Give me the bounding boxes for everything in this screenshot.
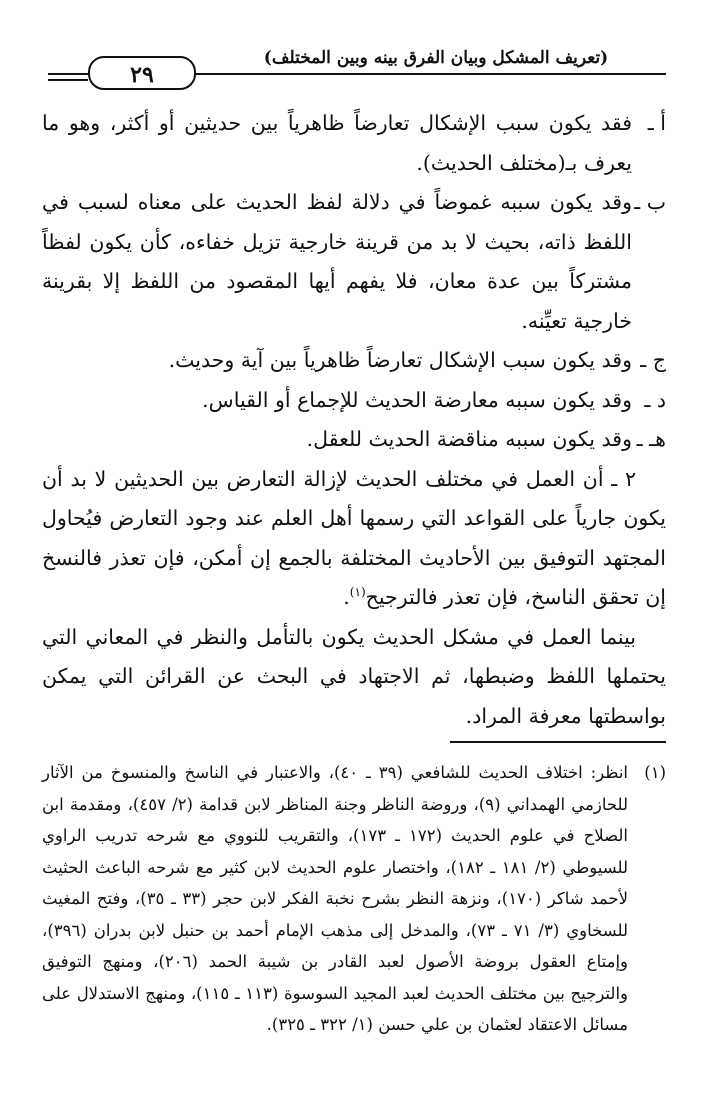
footnote-text: انظر: اختلاف الحديث للشافعي (٣٩ ـ ٤٠)، والاعتبار في الناسخ والمنسوخ من الآثار للحازمي الهمداني (٩)، وروضة الناظر وجنة المناظر لابن قدامة (٢/ ٤٥٧)، ومقدمة ابن الصلاح في علوم الحديث (١٧٢ ـ ١٧٣)، والتقريب للنووي مع شرحه تدريب الراوي للسيوطي (٢/ ١٨١ ـ ١٨٢)، واختصار علوم الحديث لابن كثير مع شرحه الباعث الحثيث لأحمد شاكر (١٧٠)، ونزهة النظر بشرح نخبة الفكر لابن حجر (٣٣ ـ ٣٥)، وفتح المغيث للسخاوي (٣/ ٧١ ـ ٧٣)، والمدخل إلى مذهب الإمام أحمد بن حنبل لابن بدران (٣٩٦)، وإمتاع العقول بروضة الأصول لعبد القادر بن شيبة الحمد (٢٠٦)، ومنهج التوفيق والترجيح بين مختلف الحديث لعبد المجيد السوسوة (١١٣ ـ ١١٥)، ومنهج الاستدلال على مسائل الاعتقاد لعثمان بن علي حسن (١/ ٣٢٢ ـ ٣٢٥).: [42, 763, 629, 1034]
list-item: [42, 104, 666, 183]
paragraph-end: .: [343, 585, 350, 609]
footnote: [42, 757, 666, 1041]
list-item-text: وقد يكون سبب الإشكال تعارضاً ظاهرياً بين آية وحديث.: [168, 348, 632, 372]
list-item: [42, 341, 666, 381]
list-item-text: وقد يكون سببه معارضة الحديث للإجماع أو القياس.: [202, 387, 632, 412]
list-item-text: وقد يكون سببه مناقضة الحديث للعقل.: [306, 427, 632, 451]
footnote-entry: [42, 757, 666, 1041]
list-item-text: وقد يكون سببه غموضاً في دلالة لفظ الحديث على معناه لسبب في اللفظ ذاته، بحيث لا بد من قرينة خارجية تزيل خفاءه، كأن يكون لفظاً مشتركاً بين عدة معان، فلا يفهم أيها المقصود من اللفظ إلا بقرينة خارجية تعيِّنه.: [42, 190, 632, 333]
list-item: [42, 420, 666, 460]
running-title: (تعريف المشكل وبيان الفرق بينه وبين المختلف): [263, 48, 609, 68]
paragraph-mushkil: [42, 618, 666, 737]
list-marker: أ ـ: [647, 111, 666, 135]
list-marker: هـ ـ: [636, 427, 666, 451]
main-text: [42, 104, 666, 736]
header-rule-short: [48, 79, 88, 81]
paragraph-text: ٢ ـ أن العمل في مختلف الحديث لإزالة التعارض بين الحديثين لا بد أن يكون جارياً على القواعد التي رسمها أهل العلم عند وجود التعارض فيُحاول المجتهد التوفيق بين الأحاديث المختلفة بالجمع إن أمكن، فإن تعذر فالنسخ إن تحقق الناسخ، فإن تعذر فالترجيح: [42, 466, 666, 609]
footnote-divider: [450, 741, 666, 743]
list-item-text: فقد يكون سبب الإشكال تعارضاً ظاهرياً بين حديثين أو أكثر، وهو ما يعرف بـ(مختلف الحديث).: [42, 111, 632, 175]
paragraph-text: بينما العمل في مشكل الحديث يكون بالتأمل والنظر في المعاني التي يحتملها اللفظ وضبطها، ثم الاجتهاد في البحث عن القرائن التي يمكن بواسطتها معرفة المراد.: [42, 624, 666, 728]
list-item: [42, 183, 666, 341]
footnote-number: (١): [644, 763, 666, 782]
list-marker: ج ـ: [640, 348, 666, 372]
list-marker: د ـ: [644, 387, 666, 412]
page-number: ٢٩: [88, 56, 196, 90]
page-header: [48, 40, 666, 92]
list-item: [42, 381, 666, 421]
list-marker: ب ـ: [634, 190, 666, 214]
footnote-ref[interactable]: (١): [349, 585, 366, 600]
paragraph-method: [42, 460, 666, 618]
